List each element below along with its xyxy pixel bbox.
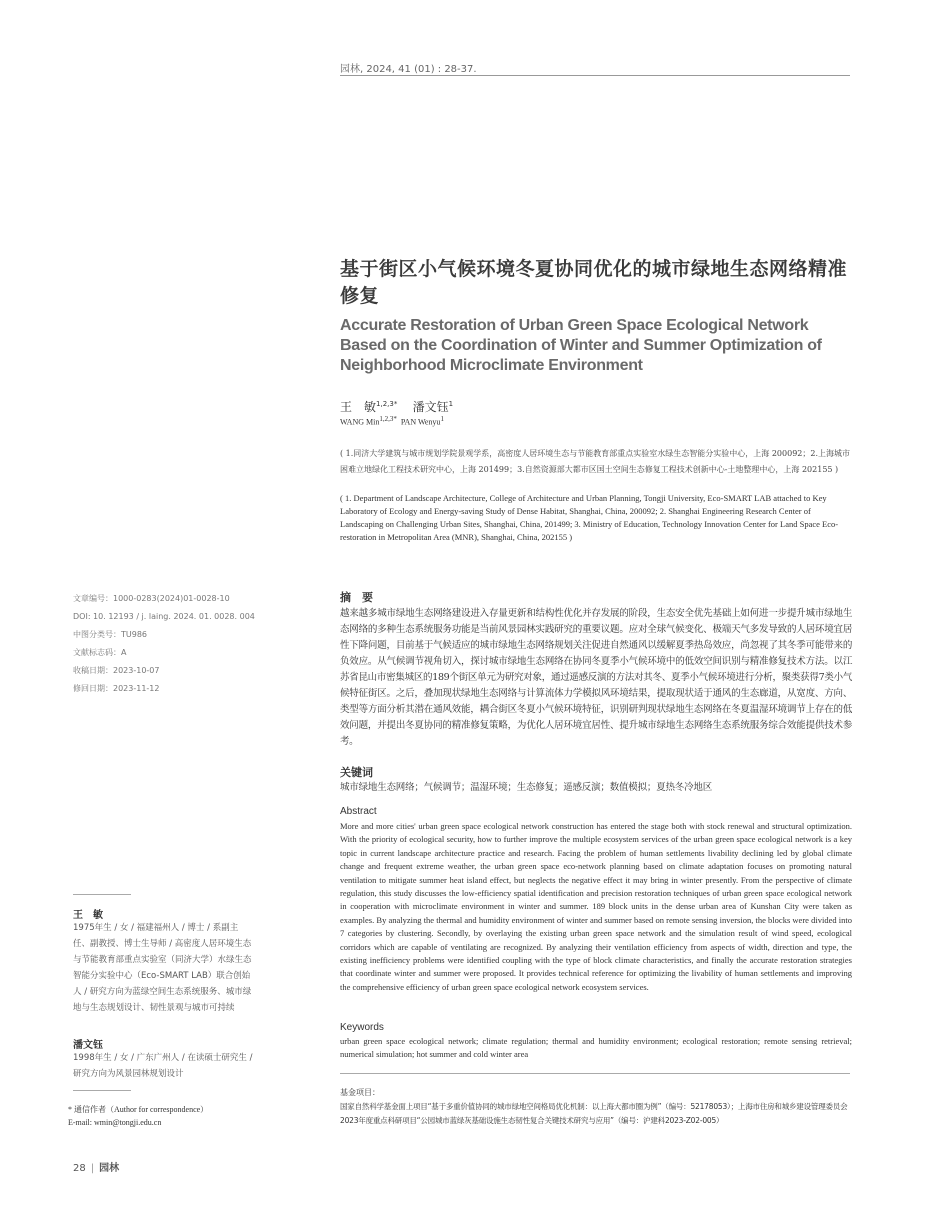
author-2-en-affiliation: 1 — [440, 415, 444, 423]
footer-separator: | — [90, 1163, 95, 1174]
title-chinese: 基于街区小气候环境冬夏协同优化的城市绿地生态网络精准修复 — [340, 258, 848, 307]
keywords-english: urban green space ecological network; climate regulation; thermal and humidity environment; ecological restoration; remote sensing retrieval; numerical simulation; hot summer and cold winter area — [340, 1036, 852, 1060]
author-1-cn-affiliation: 1,2,3* — [376, 400, 398, 408]
journal-logo: 园林 — [99, 1163, 120, 1174]
funding-divider — [340, 1073, 850, 1074]
author-2-cn-affiliation: 1 — [448, 400, 454, 408]
bio-name-2: 潘文钰 — [73, 1040, 103, 1051]
title-english: Accurate Restoration of Urban Green Space Ecological Network Based on the Coordination of Winter and Summer Optimization of Neighborhood Microclimate Environment — [340, 317, 822, 374]
abstract-chinese: 越来越多城市绿地生态网络建设进入存量更新和结构性优化并存发展的阶段，生态安全优先基础上如何进一步提升城市绿地生态网络的多种生态系统服务功能是当前风景园林实践研究的重要议题。应对全球气候变化、极端天气多发导致的人居环境宜居性下降问题，目前基于气候适应的城市绿地生态网络规划关注促进自然通风以缓解夏季热岛效应，尚忽视了其冬季可能带来的负效应。从气候调节视角切入，探讨城市绿地生态网络在协同冬夏季小气候环境中的低效空间识别与精准修复技术方法。以江苏省昆山市密集城区的189个街区单元为研究对象，通过遥感反演的方法对其冬、夏季小气候环境进行分析，聚类获得7类小气候特征街区。之后，叠加现状绿地生态网络与计算流体力学模拟风环境结果，提取现状适于通风的生态廊道，从宽度、方向、类型等方面分析其潜在通风效能，耦合街区冬夏小气候环境特征，识别研判现状绿地生态网络在冬夏温湿环境调节上存在的低效问题，并提出冬夏协同的精准修复策略，为优化人居环境宜居性、提升城市绿地生态网络生态系统服务综合效能提供技术参考。 — [340, 608, 852, 747]
correspondence-label: * 通信作者（Author for correspondence） — [68, 1105, 209, 1114]
journal-citation: 园林, 2024, 41 (01) : 28-37. — [340, 64, 477, 75]
affiliations-chinese: ( 1.同济大学建筑与城市规划学院景观学系，高密度人居环境生态与节能教育部重点实验室水绿生态智能分实验中心，上海 200092；2.上海城市困难立地绿化工程技术研究中心，上海 201499；3.自然资源部大都市区国土空间生态修复工程技术创新中心-土地整理中心，上海 202155 ) — [340, 449, 851, 474]
abstract-heading-cn: 摘 要 — [340, 591, 373, 604]
document-code: 文献标志码：A — [73, 648, 127, 657]
bio-text-2: 1998年生 / 女 / 广东广州人 / 在读硕士研究生 / 研究方向为风景园林规划设计 — [73, 1053, 253, 1079]
author-1-en-affiliation: 1,2,3* — [379, 415, 397, 423]
received-date: 收稿日期：2023-10-07 — [73, 666, 160, 675]
page-number: 28 — [73, 1163, 86, 1174]
revised-date: 修回日期：2023-11-12 — [73, 684, 160, 693]
author-2-en: PAN Wenyu — [400, 417, 441, 427]
keywords-heading-en: Keywords — [340, 1022, 384, 1033]
page-footer — [73, 1159, 119, 1174]
authors-chinese — [340, 398, 453, 415]
funding-heading: 基金项目： — [340, 1088, 380, 1097]
correspondence — [68, 1103, 208, 1129]
article-number: 文章编号：1000-0283(2024)01-0028-10 — [73, 594, 230, 603]
keywords-heading-cn: 关键词 — [340, 766, 373, 779]
doi: DOI: 10. 12193 / j. laing. 2024. 01. 0028. 004 — [73, 612, 255, 621]
author-1-cn: 王 敏 — [340, 400, 377, 414]
clc-number: 中图分类号：TU986 — [73, 630, 148, 639]
author-2-cn: 潘文钰 — [412, 400, 449, 414]
abstract-english: More and more cities' urban green space ecological network construction has entered the stage both with stock renewal and structural optimization. With the priority of ecological security, how to further improve the multiple ecosystem services of the urban green space ecological network is a key topic in current landscape architecture practice and research. Facing the problem of human settlements livability declining led by global climate change and frequent extreme weather, the urban green space eco-network planning based on climate adaptation focuses on promoting natural ventilation to mitigate summer heat island effect, but neglects the negative effect it may bring in winter presently. From the perspective of climate regulation, this study discusses the low-efficiency spatial identification and precision restoration techniques of urban green space ecological network in cooperation with microclimate environment in winter and summer. 189 block units in the dense urban area of Kunshan City were taken as examples. By analyzing the thermal and humidity environment of winter and summer based on remote sensing inversion, the blocks were divided into 7 categories by clustering. Secondly, by overlaying the existing urban green space network and the simulation result of wind speed, ecological corridors which are capable of ventilating are recognized. By analyzing their ventilation efficiency from aspects of width, direction and type, the existing inefficiency problems were identified coupling with the type of block climate characteristics, and finally the accurate restoration strategies that coordinate winter and summer were proposed. It provides technical reference for optimizing the livability of human settlements and improving the comprehensive efficiency of urban green space ecological network ecosystem services. — [340, 821, 852, 992]
article-metadata — [73, 590, 255, 698]
bio-divider — [73, 894, 131, 895]
keywords-chinese: 城市绿地生态网络；气候调节；温湿环境；生态修复；遥感反演；数值模拟；夏热冬冷地区 — [340, 782, 713, 793]
header-divider — [340, 75, 850, 76]
correspondence-email: E-mail: wmin@tongji.edu.cn — [68, 1118, 162, 1127]
abstract-heading-en: Abstract — [340, 806, 377, 817]
correspondence-divider — [73, 1090, 131, 1091]
author-1-en: WANG Min — [340, 417, 380, 427]
bio-name-1: 王 敏 — [73, 910, 103, 921]
affiliations-english: ( 1. Department of Landscape Architecture, College of Architecture and Urban Planning, Tongji University, Eco-SMART LAB attached to Key Laboratory of Ecology and Energy-saving Study of Dense Habitat, Shanghai, China, 200092; 2. Shanghai Engineering Research Center of Landscaping on Challenging Urban Sites, Shanghai, China, 201499; 3. Ministry of Education, Technology Innovation Center for Land Space Eco-restoration in Metropolitan Area (MNR), Shanghai, China, 202155 ) — [340, 493, 839, 542]
authors-english — [340, 415, 444, 427]
funding-text: 国家自然科学基金面上项目“基于多重价值协同的城市绿地空间格局优化机制：以上海大都市圈为例”（编号：52178053）；上海市住房和城乡建设管理委员会2023年度重点科研项目“公园城市蓝绿灰基础设施生态韧性复合关键技术研究与应用”（编号：沪建科2023-Z02-005） — [340, 1102, 848, 1125]
bio-text-1: 1975年生 / 女 / 福建福州人 / 博士 / 系副主任、副教授、博士生导师 / 高密度人居环境生态与节能教育部重点实验室（同济大学）水绿生态智能分实验中心（Eco-SMART LAB）联合创始人 / 研究方向为蓝绿空间生态系统服务、城市绿地与生态规划设计、韧性景观与城市可持续 — [73, 923, 252, 1013]
